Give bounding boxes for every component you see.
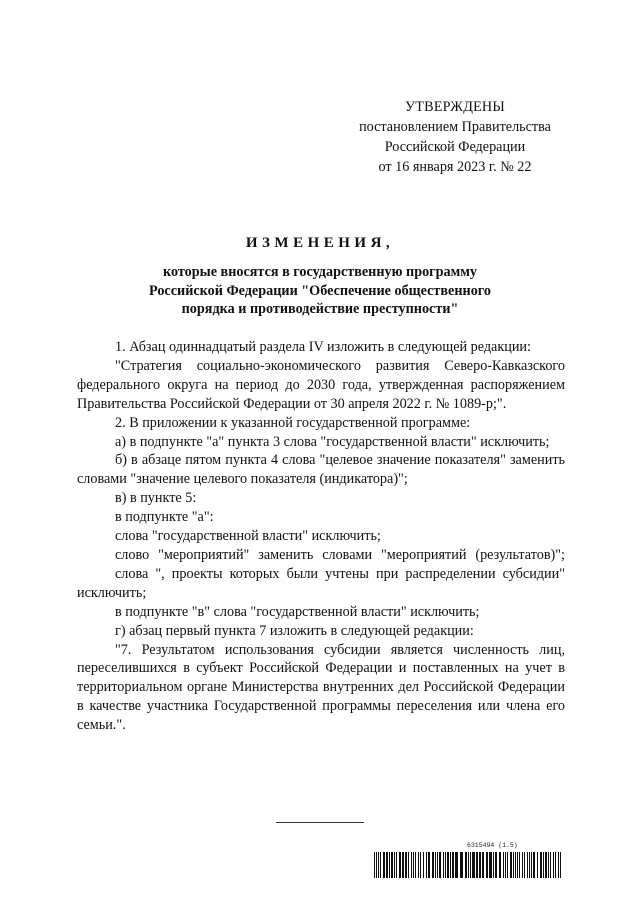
subtitle-line: Российской Федерации "Обеспечение общественного	[149, 282, 491, 299]
paragraph: в подпункте "в" слова "государственной власти" исключить;	[115, 603, 480, 620]
approval-block	[340, 97, 570, 177]
paragraph: г) абзац первый пункта 7 изложить в следующей редакции:	[115, 622, 474, 639]
paragraph: б) в абзаце пятом пункта 4 слова "целевое значение показателя" заменить словами "значение целевого показателя (индикатора)";	[77, 452, 565, 488]
barcode-image	[374, 852, 564, 878]
separator-line	[276, 822, 364, 823]
document-title-block	[60, 233, 580, 319]
approval-heading: УТВЕРЖДЕНЫ	[405, 99, 505, 115]
subtitle-line: которые вносятся в государственную программу	[162, 264, 478, 280]
paragraph: слова ", проекты которых были учтены при распределении субсидии" исключить;	[77, 565, 565, 601]
subtitle-line: порядка и противодействие преступности"	[181, 301, 459, 317]
paragraph: "7. Результатом использования субсидии является численность лиц, переселившихся в субъект Российской Федерации и поставленных на учет в территориальном органе Министерства внутренних дел Российской Федерации в качестве участника Государственной программы переселения или члена его семьи.".	[77, 641, 565, 734]
approval-line: постановлением Правительства	[359, 119, 551, 135]
paragraph: "Стратегия социально-экономического развития Северо-Кавказского федерального округа на период до 2030 года, утвержденная распоряжением Правительства Российской Федерации от 30 апреля 2022 г. № 1089-р;".	[77, 357, 565, 412]
paragraph: слово "мероприятий" заменить словами "мероприятий (результатов)";	[115, 546, 565, 563]
paragraph: слова "государственной власти" исключить;	[115, 528, 381, 545]
document-title: ИЗМЕНЕНИЯ,	[245, 235, 395, 251]
document-body	[77, 338, 565, 735]
paragraph: 1. Абзац одиннадцатый раздела IV изложить в следующей редакции:	[115, 339, 531, 355]
approval-date-number: от 16 января 2023 г. № 22	[378, 159, 532, 175]
paragraph: 2. В приложении к указанной государственной программе:	[115, 414, 471, 431]
paragraph: в) в пункте 5:	[115, 490, 197, 507]
document-subtitle	[60, 263, 580, 319]
paragraph: а) в подпункте "а" пункта 3 слова "государственной власти" исключить;	[115, 433, 550, 450]
barcode-number: 6315494 (1.5)	[467, 842, 518, 849]
approval-line: Российской Федерации	[384, 139, 526, 155]
paragraph: в подпункте "а":	[115, 509, 214, 526]
